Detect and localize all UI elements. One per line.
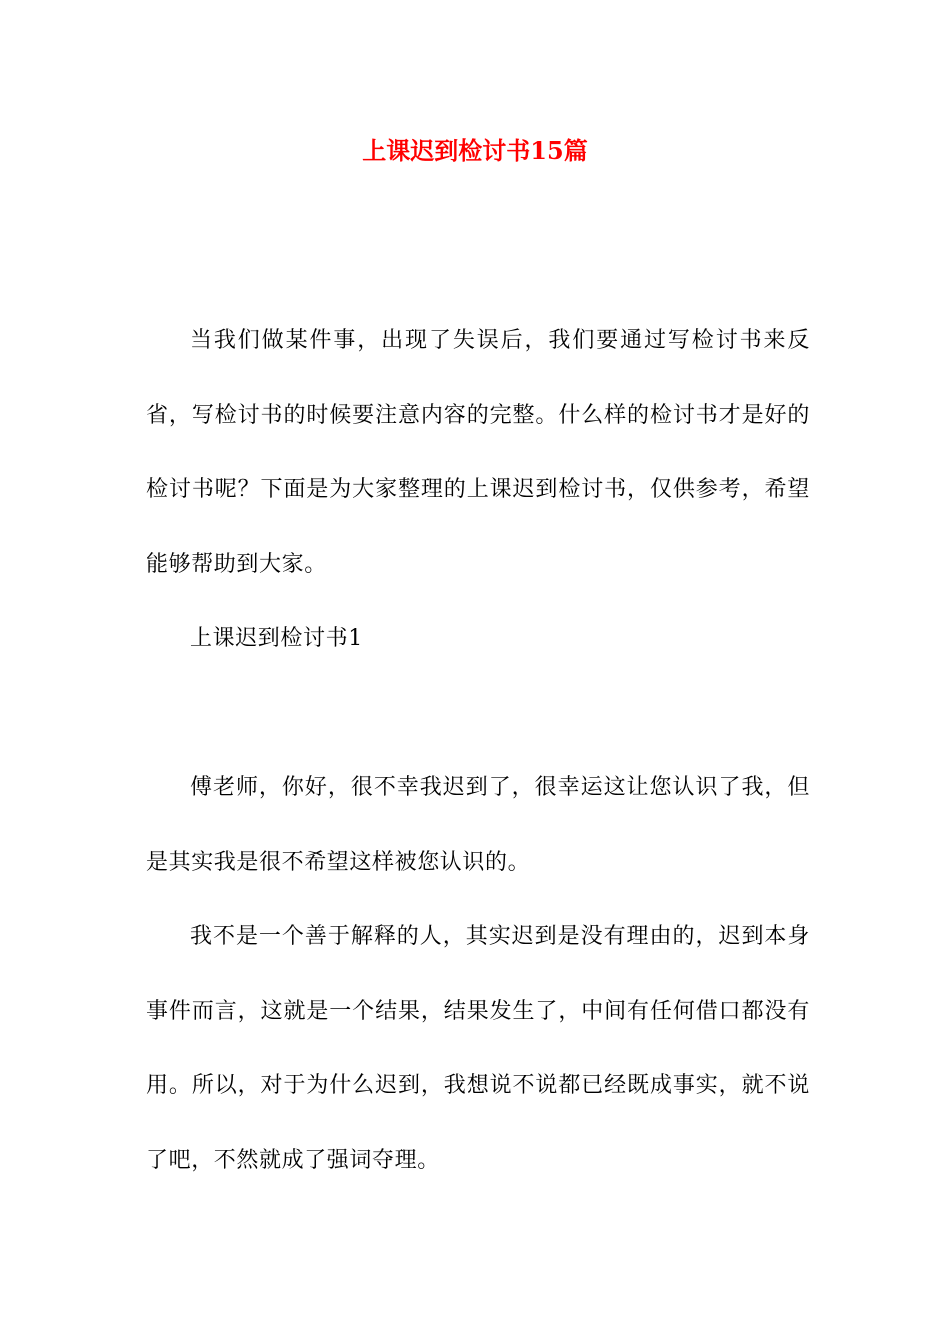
letter-body — [146, 751, 810, 1198]
body-paragraph-1: 傅老师，你好，很不幸我迟到了，很幸运这让您认识了我，但是其实我是很不希望这样被您认识的。 — [146, 775, 810, 875]
body-paragraph-2: 我不是一个善于解释的人，其实迟到是没有理由的，迟到本身事件而言，这就是一个结果，结果发生了，中间有任何借口都没有用。所以，对于为什么迟到，我想说不说都已经既成事实，就不说了吧，不然就成了强词夺理。 — [146, 924, 810, 1173]
section-heading: 上课迟到检讨书1 — [190, 626, 363, 651]
intro-paragraph: 当我们做某件事，出现了失误后，我们要通过写检讨书来反省，写检讨书的时候要注意内容的完整。什么样的检讨书才是好的检讨书呢？下面是为大家整理的上课迟到检讨书，仅供参考，希望能够帮助到大家。 — [146, 328, 810, 577]
intro-section — [146, 304, 810, 677]
document-title: 上课迟到检讨书15篇 — [362, 136, 588, 165]
